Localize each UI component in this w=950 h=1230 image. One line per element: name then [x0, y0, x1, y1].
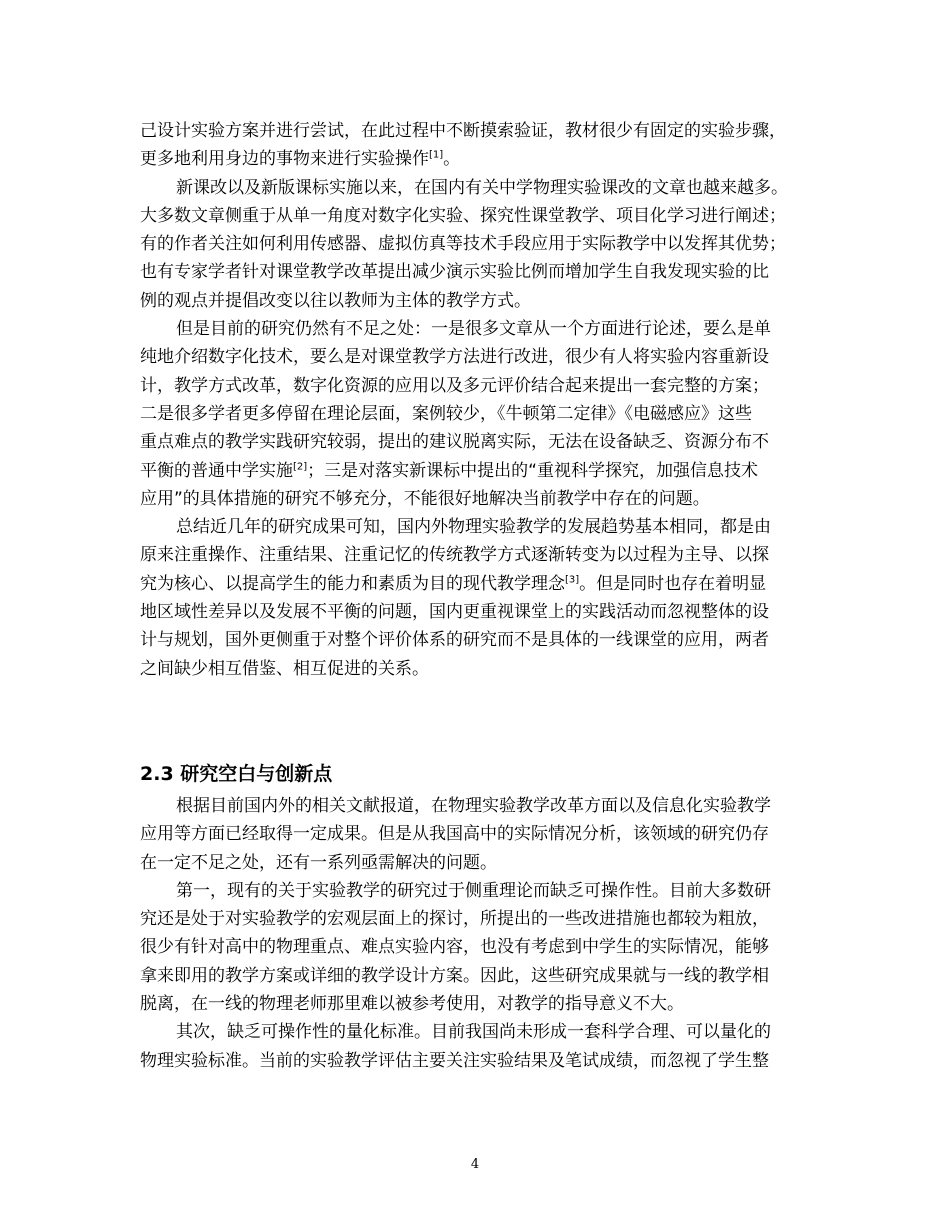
- text-line: 有的作者关注如何利用传感器、虚拟仿真等技术手段应用于实际教学中以发挥其优势；: [140, 234, 786, 255]
- page-number: 4: [470, 1157, 480, 1172]
- text-line: 计与规划，国外更侧重于对整个评价体系的研究而不是具体的一线课堂的应用，两者: [140, 630, 769, 651]
- text-line: 但是目前的研究仍然有不足之处：一是很多文章从一个方面进行论述，要么是单: [176, 319, 771, 340]
- text-line: 纯地介绍数字化技术，要么是对课堂教学方法进行改进，很少有人将实验内容重新设: [140, 347, 769, 368]
- body-text-section-2: [140, 792, 812, 1075]
- paragraph: [140, 315, 812, 513]
- text-line: 应用等方面已经取得一定成果。但是从我国高中的实际情况分析，该领域的研究仍存: [140, 824, 769, 845]
- text-line: 拿来即用的教学方案或详细的教学设计方案。因此，这些研究成果就与一线的教学相: [140, 965, 769, 986]
- paragraph: [140, 1018, 812, 1075]
- text-line: 究为核心、以提高学生的能力和素质为目的现代教学理念[3]。但是同时也存在着明显: [140, 573, 767, 594]
- text-line: 己设计实验方案并进行尝试，在此过程中不断摸索验证，教材很少有固定的实验步骤，: [140, 121, 786, 141]
- text-line: 重点难点的教学实践研究较弱，提出的建议脱离实际，无法在设备缺乏、资源分布不: [140, 432, 769, 453]
- text-line: 之间缺少相互借鉴、相互促进的关系。: [140, 658, 429, 679]
- section-heading: 2.3 研究空白与创新点: [140, 763, 333, 785]
- text-line: 究还是处于对实验教学的宏观层面上的探讨，所提出的一些改进措施也都较为粗放，: [140, 909, 769, 930]
- paragraph: [140, 174, 812, 315]
- citation-superscript: [2]: [293, 460, 308, 472]
- citation-superscript: [3]: [565, 574, 580, 586]
- text-line: 二是很多学者更多停留在理论层面，案例较少，《牛顿第二定律》《电磁感应》这些: [140, 403, 752, 424]
- text-line: 新课改以及新版课标实施以来，在国内有关中学物理实验课改的文章也越来越多。: [176, 177, 788, 198]
- paragraph: [140, 117, 812, 174]
- text-line: 根据目前国内外的相关文献报道，在物理实验教学改革方面以及信息化实验教学: [176, 796, 771, 816]
- paragraph: [140, 877, 812, 1018]
- text-line: 更多地利用身边的事物来进行实验操作[1]。: [140, 149, 461, 170]
- text-line: 其次，缺乏可操作性的量化标准。目前我国尚未形成一套科学合理、可以量化的: [176, 1022, 771, 1043]
- text-line: 原来注重操作、注重结果、注重记忆的传统教学方式逐渐转变为以过程为主导、以探: [140, 545, 769, 566]
- text-line: 应用”的具体措施的研究不够充分，不能很好地解决当前教学中存在的问题。: [140, 488, 710, 509]
- body-text-section-1: [140, 117, 812, 683]
- paragraph: [140, 513, 812, 683]
- text-line: 在一定不足之处，还有一系列亟需解决的问题。: [140, 852, 497, 873]
- text-line: 第一，现有的关于实验教学的研究过于侧重理论而缺乏可操作性。目前大多数研: [176, 880, 771, 901]
- text-line: 脱离，在一线的物理老师那里难以被参考使用，对教学的指导意义不大。: [140, 994, 684, 1015]
- text-line: 很少有针对高中的物理重点、难点实验内容，也没有考虑到中学生的实际情况，能够: [140, 937, 769, 958]
- text-line: 总结近几年的研究成果可知，国内外物理实验教学的发展趋势基本相同，都是由: [176, 517, 771, 538]
- text-line: 大多数文章侧重于从单一角度对数字化实验、探究性课堂教学、项目化学习进行阐述；: [140, 205, 786, 226]
- citation-superscript: [1]: [429, 149, 444, 161]
- text-line: 计，教学方式改革，数字化资源的应用以及多元评价结合起来提出一套完整的方案；: [140, 375, 769, 396]
- text-line: 地区域性差异以及发展不平衡的问题，国内更重视课堂上的实践活动而忽视整体的设: [140, 602, 769, 623]
- text-line: 平衡的普通中学实施[2]；三是对落实新课标中提出的“重视科学探究，加强信息技术: [140, 460, 758, 481]
- text-line: 也有专家学者针对课堂教学改革提出减少演示实验比例而增加学生自我发现实验的比: [140, 262, 769, 283]
- text-line: 物理实验标准。当前的实验教学评估主要关注实验结果及笔试成绩，而忽视了学生整: [140, 1050, 769, 1071]
- paragraph: [140, 792, 812, 877]
- text-line: 例的观点并提倡改变以往以教师为主体的教学方式。: [140, 290, 531, 311]
